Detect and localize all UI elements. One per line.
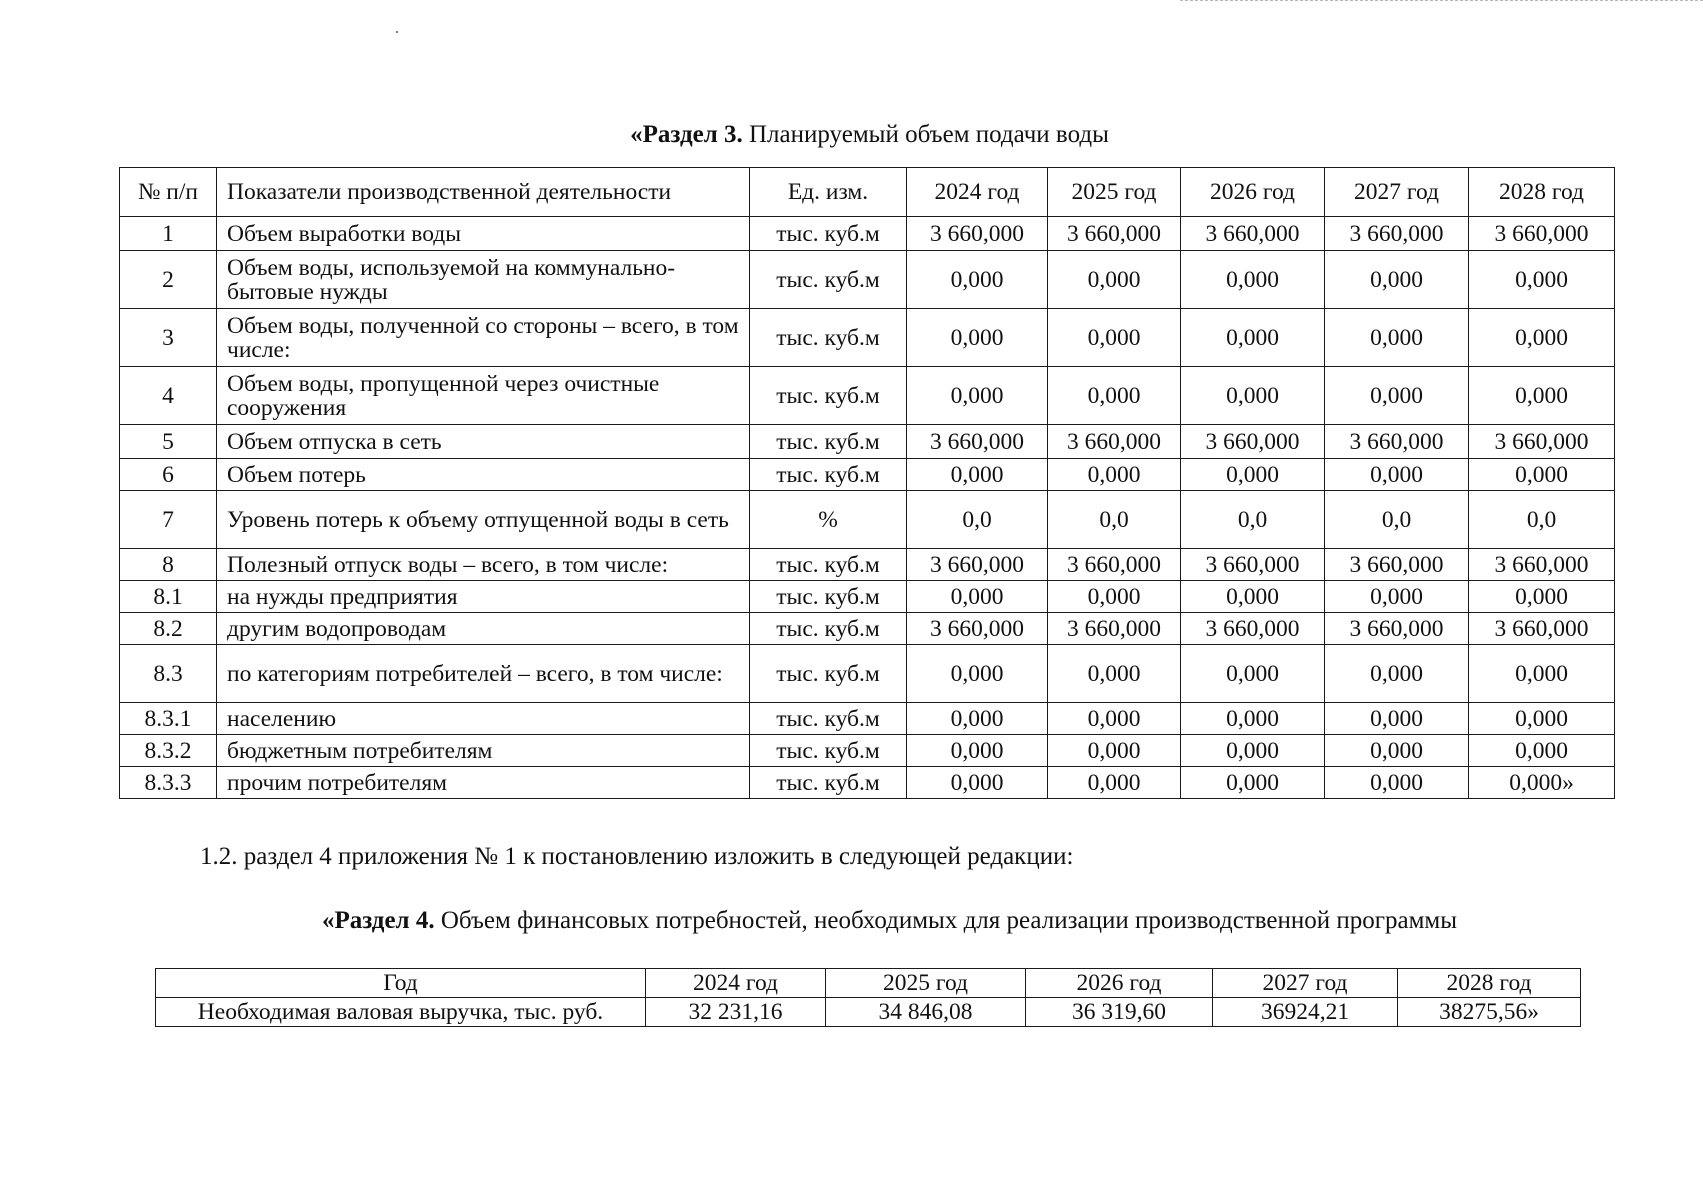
value-cell: 0,000	[1325, 309, 1469, 367]
value-cell: 3 660,000	[907, 549, 1048, 581]
value-cell: 0,000	[1048, 251, 1181, 309]
value-cell: 0,000	[1048, 367, 1181, 425]
indicator-name: другим водопроводам	[217, 613, 750, 645]
indicator-name: на нужды предприятия	[217, 581, 750, 613]
header-cell: Показатели производственной деятельности	[217, 168, 750, 217]
row-number: 8.3	[120, 645, 217, 703]
value-cell: 0,000	[1048, 703, 1181, 735]
table-row	[120, 549, 1615, 581]
table-row	[120, 309, 1615, 367]
unit-cell: тыс. куб.м	[750, 309, 907, 367]
value-cell: 0,000	[1325, 459, 1469, 491]
table-row	[120, 645, 1615, 703]
table-row	[120, 703, 1615, 735]
table-row	[120, 581, 1615, 613]
value-cell: 0,000	[1325, 735, 1469, 767]
unit-cell: тыс. куб.м	[750, 425, 907, 459]
financial-needs-table	[155, 968, 1581, 1027]
unit-cell: тыс. куб.м	[750, 613, 907, 645]
value-cell: 0,0	[1048, 491, 1181, 549]
header-cell: 2024 год	[907, 168, 1048, 217]
table-cell: Необходимая валовая выручка, тыс. руб.	[156, 998, 646, 1027]
table-row	[120, 735, 1615, 767]
value-cell: 3 660,000	[1048, 217, 1181, 251]
value-cell: 0,000	[1048, 645, 1181, 703]
indicator-name: бюджетным потребителям	[217, 735, 750, 767]
value-cell: 0,000	[1181, 645, 1325, 703]
value-cell: 3 660,000	[907, 613, 1048, 645]
section-4-title-bold: «Раздел 4.	[321, 907, 435, 934]
value-cell: 3 660,000	[1325, 613, 1469, 645]
value-cell: 3 660,000	[1048, 549, 1181, 581]
indicator-name: Объем потерь	[217, 459, 750, 491]
section-4-title	[0, 906, 1703, 936]
value-cell: 0,000	[1469, 367, 1615, 425]
value-cell: 0,000	[1469, 581, 1615, 613]
row-number: 5	[120, 425, 217, 459]
value-cell: 0,000	[1469, 703, 1615, 735]
table-cell: 36 319,60	[1026, 998, 1213, 1027]
section-3-title-bold: «Раздел 3.	[630, 121, 743, 148]
value-cell: 0,000	[907, 767, 1048, 799]
table-row	[120, 367, 1615, 425]
value-cell: 0,000	[1469, 645, 1615, 703]
unit-cell: тыс. куб.м	[750, 217, 907, 251]
value-cell: 0,000	[1325, 703, 1469, 735]
unit-cell: тыс. куб.м	[750, 767, 907, 799]
value-cell: 0,000	[907, 251, 1048, 309]
table-row	[120, 217, 1615, 251]
value-cell: 0,000	[1325, 581, 1469, 613]
header-cell: 2026 год	[1181, 168, 1325, 217]
value-cell: 0,000	[1181, 251, 1325, 309]
value-cell: 3 660,000	[907, 217, 1048, 251]
table-row	[120, 459, 1615, 491]
table-cell: 38275,56»	[1398, 998, 1581, 1027]
row-number: 6	[120, 459, 217, 491]
value-cell: 0,000	[1181, 367, 1325, 425]
value-cell: 0,000	[1048, 735, 1181, 767]
row-number: 3	[120, 309, 217, 367]
unit-cell: тыс. куб.м	[750, 251, 907, 309]
value-cell: 3 660,000	[1181, 425, 1325, 459]
value-cell: 3 660,000	[907, 425, 1048, 459]
scan-edge-line	[1180, 0, 1703, 1]
value-cell: 0,000	[1048, 581, 1181, 613]
indicator-name: Объем отпуска в сеть	[217, 425, 750, 459]
value-cell: 3 660,000	[1048, 613, 1181, 645]
table-cell: 36924,21	[1213, 998, 1398, 1027]
unit-cell: тыс. куб.м	[750, 581, 907, 613]
header-cell: 2028 год	[1469, 168, 1615, 217]
value-cell: 0,000	[907, 581, 1048, 613]
value-cell: 0,0	[907, 491, 1048, 549]
table-cell: 32 231,16	[646, 998, 826, 1027]
value-cell: 0,000	[1181, 703, 1325, 735]
value-cell: 3 660,000	[1181, 613, 1325, 645]
value-cell: 3 660,000	[1325, 549, 1469, 581]
value-cell: 0,000	[907, 645, 1048, 703]
row-number: 2	[120, 251, 217, 309]
value-cell: 0,0	[1181, 491, 1325, 549]
header-cell: № п/п	[120, 168, 217, 217]
table-header-row	[120, 168, 1615, 217]
value-cell: 3 660,000	[1181, 217, 1325, 251]
unit-cell: тыс. куб.м	[750, 459, 907, 491]
section-3-title	[0, 120, 1703, 150]
value-cell: 0,000	[1469, 459, 1615, 491]
row-number: 8.2	[120, 613, 217, 645]
value-cell: 3 660,000	[1469, 217, 1615, 251]
value-cell: 3 660,000	[1325, 217, 1469, 251]
section-3-title-text: Планируемый объем подачи воды	[749, 121, 1109, 148]
value-cell: 0,000	[907, 735, 1048, 767]
instruction-paragraph: 1.2. раздел 4 приложения № 1 к постановлению изложить в следующей редакции:	[200, 843, 1074, 870]
table-cell: 34 846,08	[826, 998, 1026, 1027]
table-row	[120, 425, 1615, 459]
water-supply-table	[119, 167, 1615, 799]
value-cell: 0,0	[1325, 491, 1469, 549]
table-row	[120, 251, 1615, 309]
header-cell: 2028 год	[1398, 969, 1581, 998]
value-cell: 0,000	[1469, 735, 1615, 767]
value-cell: 3 660,000	[1048, 425, 1181, 459]
value-cell: 0,000	[1325, 767, 1469, 799]
header-cell: 2027 год	[1325, 168, 1469, 217]
value-cell: 0,000	[1181, 735, 1325, 767]
unit-cell: тыс. куб.м	[750, 367, 907, 425]
row-number: 4	[120, 367, 217, 425]
value-cell: 0,000	[907, 367, 1048, 425]
row-number: 1	[120, 217, 217, 251]
value-cell: 3 660,000	[1469, 613, 1615, 645]
unit-cell: тыс. куб.м	[750, 645, 907, 703]
indicator-name: населению	[217, 703, 750, 735]
indicator-name: Объем воды, полученной со стороны – всего, в том числе:	[217, 309, 750, 367]
value-cell: 0,000	[907, 459, 1048, 491]
indicator-name: Объем воды, используемой на коммунально-бытовые нужды	[217, 251, 750, 309]
header-cell: 2024 год	[646, 969, 826, 998]
table-row	[120, 613, 1615, 645]
value-cell: 0,000	[1048, 309, 1181, 367]
value-cell: 0,000	[1325, 645, 1469, 703]
value-cell: 3 660,000	[1181, 549, 1325, 581]
section-4-title-text: Объем финансовых потребностей, необходимых для реализации производственной программы	[440, 907, 1458, 934]
indicator-name: Уровень потерь к объему отпущенной воды в сеть	[217, 491, 750, 549]
header-cell: 2027 год	[1213, 969, 1398, 998]
row-number: 8.3.3	[120, 767, 217, 799]
value-cell: 3 660,000	[1325, 425, 1469, 459]
row-number: 8.3.2	[120, 735, 217, 767]
unit-cell: тыс. куб.м	[750, 703, 907, 735]
unit-cell: тыс. куб.м	[750, 735, 907, 767]
row-number: 7	[120, 491, 217, 549]
indicator-name: прочим потребителям	[217, 767, 750, 799]
row-number: 8.1	[120, 581, 217, 613]
indicator-name: Полезный отпуск воды – всего, в том числе:	[217, 549, 750, 581]
value-cell: 0,0	[1469, 491, 1615, 549]
value-cell: 0,000	[1325, 367, 1469, 425]
table-body	[120, 217, 1615, 799]
unit-cell: %	[750, 491, 907, 549]
value-cell: 0,000	[907, 309, 1048, 367]
value-cell: 0,000	[1469, 309, 1615, 367]
value-cell: 0,000	[1469, 251, 1615, 309]
table-header-row	[156, 969, 1581, 998]
unit-cell: тыс. куб.м	[750, 549, 907, 581]
scan-speck	[396, 31, 398, 33]
value-cell: 0,000	[1181, 459, 1325, 491]
value-cell: 3 660,000	[1469, 425, 1615, 459]
table-row	[120, 491, 1615, 549]
header-cell: 2025 год	[826, 969, 1026, 998]
value-cell: 0,000	[1181, 581, 1325, 613]
indicator-name: по категориям потребителей – всего, в том числе:	[217, 645, 750, 703]
value-cell: 0,000	[1048, 767, 1181, 799]
row-number: 8.3.1	[120, 703, 217, 735]
header-cell: Ед. изм.	[750, 168, 907, 217]
header-cell: Год	[156, 969, 646, 998]
indicator-name: Объем воды, пропущенной через очистные сооружения	[217, 367, 750, 425]
value-cell: 0,000»	[1469, 767, 1615, 799]
header-cell: 2025 год	[1048, 168, 1181, 217]
value-cell: 3 660,000	[1469, 549, 1615, 581]
row-number: 8	[120, 549, 217, 581]
header-cell: 2026 год	[1026, 969, 1213, 998]
indicator-name: Объем выработки воды	[217, 217, 750, 251]
value-cell: 0,000	[1325, 251, 1469, 309]
value-cell: 0,000	[1181, 767, 1325, 799]
table-row	[156, 998, 1581, 1027]
value-cell: 0,000	[907, 703, 1048, 735]
value-cell: 0,000	[1181, 309, 1325, 367]
table-row	[120, 767, 1615, 799]
value-cell: 0,000	[1048, 459, 1181, 491]
